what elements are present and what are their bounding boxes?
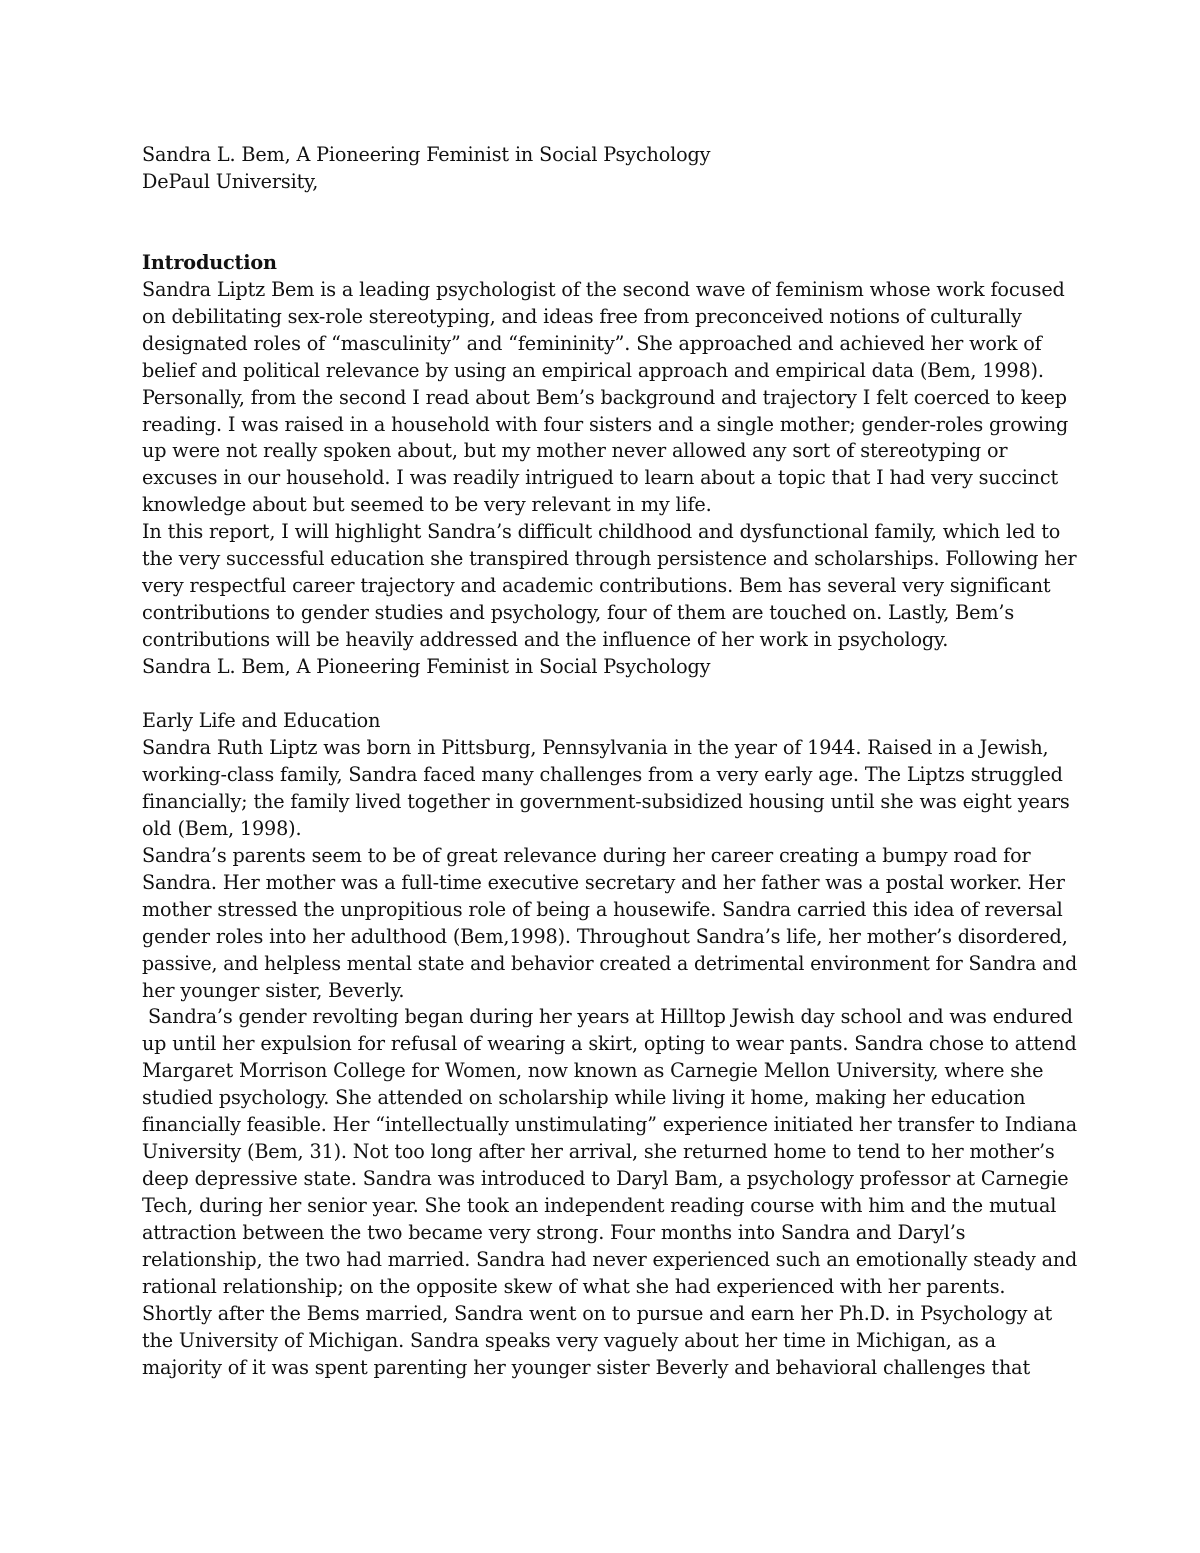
text-line: financially feasible. Her “intellectually unstimulating” experience initiated her transfer to Indiana xyxy=(142,1113,1077,1137)
text-line: Sandra’s parents seem to be of great relevance during her career creating a bumpy road for xyxy=(142,843,1031,867)
text-line: passive, and helpless mental state and behavior created a detrimental environment for Sandra and xyxy=(142,951,1078,975)
text-line: up were not really spoken about, but my mother never allowed any sort of stereotyping or xyxy=(142,439,1008,463)
text-line: Tech, during her senior year. She took an independent reading course with him and the mutual xyxy=(142,1194,1057,1218)
text-line: the very successful education she transpired through persistence and scholarships. Following her xyxy=(142,547,1077,571)
text-line: financially; the family lived together in government-subsidized housing until she was eight years xyxy=(142,789,1070,813)
text-line: gender roles into her adulthood (Bem,1998). Throughout Sandra’s life, her mother’s disordered, xyxy=(142,924,1068,948)
early-life-paragraph-1 xyxy=(142,735,1077,843)
text-line: contributions to gender studies and psychology, four of them are touched on. Lastly, Bem’s xyxy=(142,601,1015,625)
text-line: University (Bem, 31). Not too long after her arrival, she returned home to tend to her mother’s xyxy=(142,1140,1055,1164)
text-line: In this report, I will highlight Sandra’s difficult childhood and dysfunctional family, which led to xyxy=(142,520,1061,544)
text-line: Sandra Liptz Bem is a leading psychologist of the second wave of feminism whose work focused xyxy=(142,277,1065,301)
early-life-paragraph-3 xyxy=(142,1004,1077,1381)
early-life-paragraph-2 xyxy=(142,843,1077,1005)
text-line: belief and political relevance by using an empirical approach and empirical data (Bem, 1998). xyxy=(142,358,1044,382)
document-affiliation: DePaul University, xyxy=(142,169,319,193)
text-line: old (Bem, 1998). xyxy=(142,816,302,840)
text-line: Shortly after the Bems married, Sandra went on to pursue and earn her Ph.D. in Psychology at xyxy=(142,1301,1053,1325)
text-line: majority of it was spent parenting her younger sister Beverly and behavioral challenges that xyxy=(142,1355,1031,1379)
document-title: Sandra L. Bem, A Pioneering Feminist in Social Psychology xyxy=(142,143,711,166)
text-line: Sandra’s gender revolting began during her years at Hilltop Jewish day school and was endured xyxy=(142,1005,1073,1029)
text-line: on debilitating sex-role stereotyping, and ideas free from preconceived notions of culturally xyxy=(142,304,1022,328)
early-life-heading: Early Life and Education xyxy=(142,708,381,732)
blank-line xyxy=(142,196,1077,223)
text-line: relationship, the two had married. Sandra had never experienced such an emotionally steady and xyxy=(142,1248,1078,1272)
text-line: excuses in our household. I was readily intrigued to learn about a topic that I had very succinct xyxy=(142,466,1059,490)
document-body xyxy=(142,142,1077,1382)
text-line: Sandra. Her mother was a full-time executive secretary and her father was a postal worker. Her xyxy=(142,870,1065,894)
text-line: Margaret Morrison College for Women, now known as Carnegie Mellon University, where she xyxy=(142,1059,1044,1083)
running-header: Sandra L. Bem, A Pioneering Feminist in Social Psychology xyxy=(142,655,711,679)
text-line: the University of Michigan. Sandra speaks very vaguely about her time in Michigan, as a xyxy=(142,1328,996,1352)
text-line: reading. I was raised in a household with four sisters and a single mother; gender-roles growing xyxy=(142,412,1069,436)
blank-line xyxy=(142,223,1077,250)
introduction-paragraph-1 xyxy=(142,277,1077,520)
introduction-paragraph-2 xyxy=(142,519,1077,654)
text-line: designated roles of “masculinity” and “femininity”. She approached and achieved her work of xyxy=(142,331,1042,355)
text-line: Personally, from the second I read about Bem’s background and trajectory I felt coerced to keep xyxy=(142,385,1067,409)
text-line: studied psychology. She attended on scholarship while living it home, making her education xyxy=(142,1086,1026,1110)
text-line: working-class family, Sandra faced many challenges from a very early age. The Liptzs struggled xyxy=(142,762,1063,786)
introduction-heading: Introduction xyxy=(142,250,277,274)
blank-line xyxy=(142,681,1077,708)
text-line: mother stressed the unpropitious role of being a housewife. Sandra carried this idea of reversal xyxy=(142,897,1063,921)
text-line: up until her expulsion for refusal of wearing a skirt, opting to wear pants. Sandra chose to attend xyxy=(142,1032,1077,1056)
text-line: contributions will be heavily addressed and the influence of her work in psychology. xyxy=(142,628,949,652)
text-line: attraction between the two became very strong. Four months into Sandra and Daryl’s xyxy=(142,1221,966,1245)
text-line: very respectful career trajectory and academic contributions. Bem has several very significant xyxy=(142,574,1051,598)
text-line: her younger sister, Beverly. xyxy=(142,978,405,1002)
text-line: deep depressive state. Sandra was introduced to Daryl Bam, a psychology professor at Carnegie xyxy=(142,1167,1069,1191)
text-line: knowledge about but seemed to be very relevant in my life. xyxy=(142,493,712,517)
text-line: rational relationship; on the opposite skew of what she had experienced with her parents. xyxy=(142,1274,1006,1298)
text-line: Sandra Ruth Liptz was born in Pittsburg, Pennsylvania in the year of 1944. Raised in a Jewish, xyxy=(142,735,1049,759)
